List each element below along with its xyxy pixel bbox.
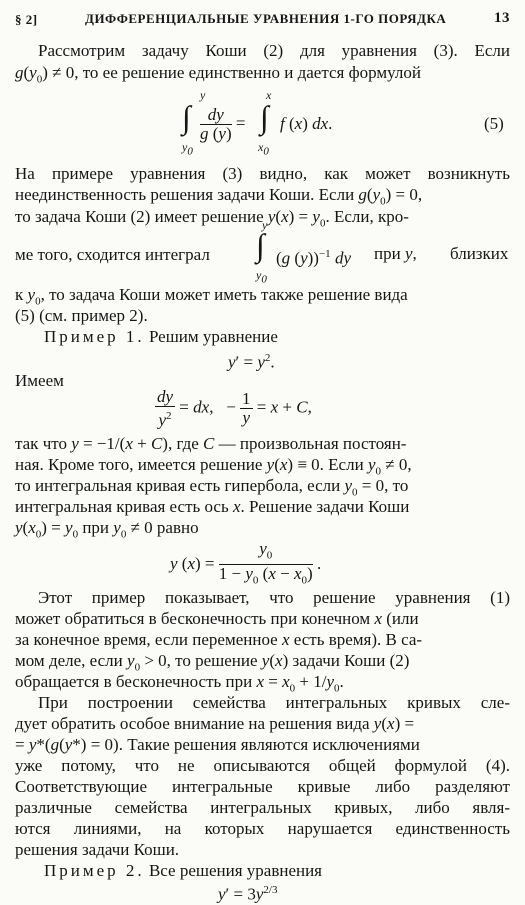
document-page: § 2] ДИФФЕРЕНЦИАЛЬНЫЕ УРАВНЕНИЯ 1-ГО ПОРЯДКА 13 Рассмотрим задачу Коши (2) для уравнения (3). Если $g(y_0) \ne 0$, то ее решение единственно и дается формулой ∫ y $y_0$ $\frac{dy}{g (y)}$ = ∫ x $x_0$ f (x) dx. (5) На примере уравнения (3) видно, как может возникнуть неединственность решения задачи Коши. Если $g(y_0) = 0$, то задача Коши (2) имеет решение $y(x) = y_0$. Если, кро- ме того, сходится интеграл ∫ y $y_0$ (g (y))$^{-1}$ dy при y, близких к $y_0$, то задача Коши может иметь также решение вида (5) (см. пример 2). Пример 1. Решим уравнение $y' = y^2$. Имеем $\frac{dy}{y^2}$ = dx, − $\frac{1}{y}$ = x + C, так что y = −1/(x + C), где C — произвольная постоян- ная. Кроме того, имеется решение y(x) ≡ 0. Если $y_0 \ne 0$, то интегральная кривая есть гипербола, если $y_0 = 0$, то интегральная кривая есть ось x. Решение задачи Коши $y(x_0) = y_0$ при $y_0 \ne 0$ равно y (x) = $\frac{y_0}{1 - y_0 (x - x_0)}$ . Этот пример показывает, что решение уравнения (1) может обратиться в бесконечность при конечном x (или за конечное время, если переменное x есть время). В са- мом деле, если $y_0 > 0$, то решение y(x) задачи Коши (2) обращается в бесконечность при $x = x_0 + 1/y_0$. При построении семейства интегральных кривых сле- дует обратить особое внимание на решения вида y(x) = = y*(g(y*) = 0). Такие решения являются исключениями уже потому, что не описываются общей формулой (4). Соответствующие интегральные кривые либо разделяют различные семейства интегральных кривых, либо явля- ются линиями, на которых нарушается единственность решения задачи Коши. Пример 2. Все решения уравнения $y' = 3y^{2/3}$ <box>0 0 525 900</box>
example2-heading: Пример 2. Все решения уравнения <box>44 861 323 880</box>
para2-line2: неединственность решения задачи Коши. Если $g(y_0) = 0$, <box>15 185 423 208</box>
para1-line1: Рассмотрим задачу Коши (2) для уравнения (3). Если <box>38 41 510 60</box>
running-header <box>15 8 510 30</box>
equation-number-5: (5) <box>484 114 504 133</box>
para5-line2: дует обратить особое внимание на решения вида y(x) = <box>15 714 415 733</box>
para3-line4: интегральная кривая есть ось x. Решение задачи Коши <box>15 497 410 516</box>
equation-solution: y (x) = $\frac{y_0}{1 - y_0 (x - x_0)}$ . <box>170 539 322 587</box>
para2-line3: то задача Коши (2) имеет решение $y(x) = y_0$. Если, кро- <box>15 207 409 230</box>
para5-line6: различные семейства интегральных кривых, либо явля- <box>15 798 510 817</box>
example1-heading: Пример 1. Решим уравнение <box>44 327 278 346</box>
para3-line2: ная. Кроме того, имеется решение y(x) ≡ 0. Если $y_0 \ne 0$, <box>15 455 412 478</box>
imeem-text: Имеем <box>15 371 64 390</box>
header-title: ДИФФЕРЕНЦИАЛЬНЫЕ УРАВНЕНИЯ 1-ГО ПОРЯДКА <box>85 11 447 26</box>
para4-line1: Этот пример показывает, что решение уравнения (1) <box>38 588 510 607</box>
page-number: 13 <box>494 10 510 26</box>
para2-line6: (5) (см. пример 2). <box>15 306 148 325</box>
para5-line4: уже потому, что не описываются общей формулой (4). <box>15 756 510 775</box>
para4-line5: обращается в бесконечность при $x = x_0 + 1/y_0$. <box>15 672 344 695</box>
equation-y-prime-3y23: $y' = 3y^{2/3}$ <box>218 884 278 904</box>
para4-line3: за конечное время, если переменное x есть время). В са- <box>15 630 423 649</box>
para1-line2: $g(y_0) \ne 0$, то ее решение единственно и дается формулой <box>15 63 421 86</box>
equation-separated: $\frac{dy}{y^2}$ = dx, − $\frac{1}{y}$ = x + C, <box>157 387 312 430</box>
para4-line4: мом деле, если $y_0 > 0$, то решение y(x) задачи Коши (2) <box>15 651 410 674</box>
para5-line5: Соответствующие интегральные кривые либо разделяют <box>15 777 510 796</box>
para3-line5: $y(x_0) = y_0$ при $y_0 \ne 0$ равно <box>15 518 199 541</box>
para5-line1: При построении семейства интегральных кривых сле- <box>38 693 510 712</box>
para5-line3: = y*(g(y*) = 0). Такие решения являются исключениями <box>15 735 420 754</box>
para2-line1: На примере уравнения (3) видно, как может возникнуть <box>15 164 510 183</box>
para5-line7: ются линиями, на которых нарушается единственность <box>15 819 510 838</box>
section-mark: § 2] <box>15 12 38 27</box>
para3-line3: то интегральная кривая есть гипербола, если $y_0 = 0$, то <box>15 476 409 499</box>
para3-line1: так что y = −1/(x + C), где C — произвольная постоян- <box>15 434 407 453</box>
para5-line8: решения задачи Коши. <box>15 840 180 859</box>
para4-line2: может обратиться в бесконечность при конечном x (или <box>15 609 419 628</box>
para2-line5: к $y_0$, то задача Коши может иметь также решение вида <box>15 285 408 308</box>
equation-y-prime-y2: $y' = y^2$. <box>228 352 275 372</box>
